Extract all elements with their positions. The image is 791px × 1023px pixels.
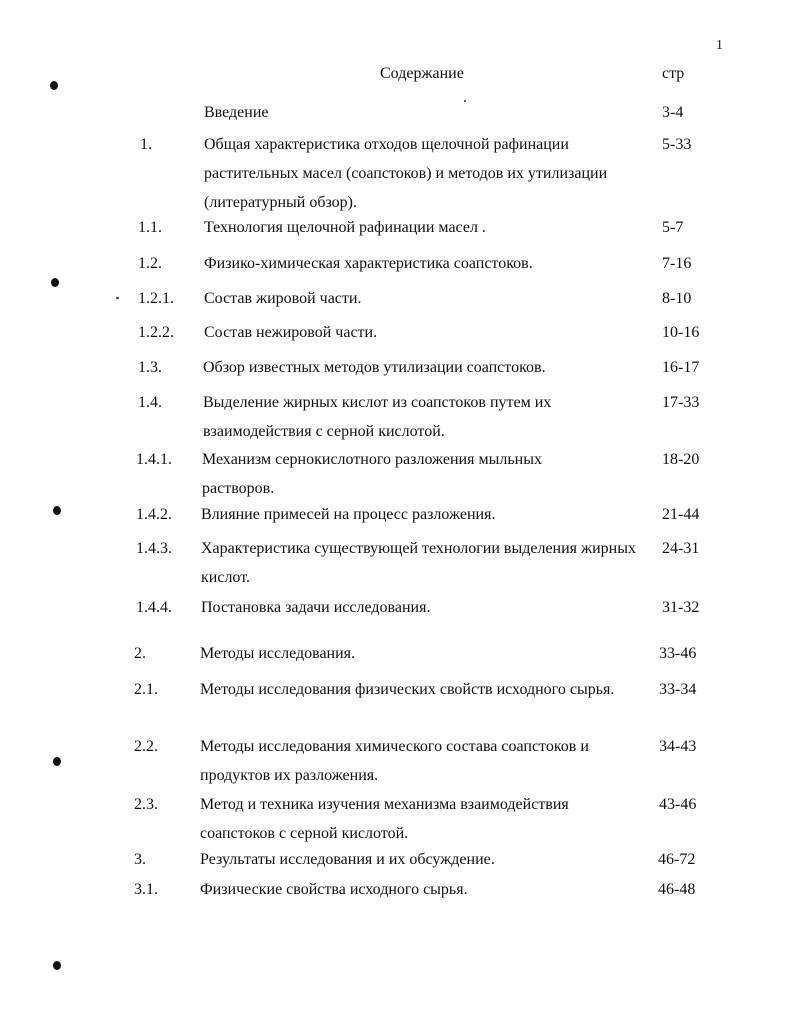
toc-entry-pages: 46-48 — [658, 881, 696, 898]
toc-entry-pages: 10-16 — [662, 324, 700, 341]
toc-entry-number: 2.2. — [134, 738, 158, 755]
toc-entry-number: 3. — [134, 851, 146, 868]
toc-entry-pages: 34-43 — [659, 738, 697, 755]
toc-entry-title: Обзор известных методов утилизации соапстоков. — [203, 359, 546, 376]
punch-mark — [50, 81, 58, 90]
toc-entry-number: 1.2.2. — [138, 324, 174, 341]
toc-entry-title: Постановка задачи исследования. — [201, 599, 431, 616]
toc-entry-number: 1.4.3. — [136, 540, 172, 557]
toc-entry-title: Физические свойства исходного сырья. — [200, 881, 468, 898]
toc-entry-pages: 43-46 — [659, 796, 697, 813]
punch-mark — [53, 757, 61, 766]
scan-speck — [464, 100, 466, 102]
toc-entry-number: 1.4.2. — [136, 506, 172, 523]
toc-entry-number: 1.4.1. — [136, 451, 172, 468]
toc-entry-number: 1.3. — [138, 359, 162, 376]
page-number: 1 — [716, 38, 723, 53]
toc-entry-pages: 3-4 — [662, 104, 684, 121]
punch-mark — [51, 278, 59, 287]
toc-entry-number: 1.1. — [138, 219, 162, 236]
toc-entry-title: Выделение жирных кислот из соапстоков путем их взаимодействия с серной кислотой. — [203, 394, 552, 440]
toc-entry-pages: 24-31 — [662, 540, 700, 557]
toc-entry-title: Результаты исследования и их обсуждение. — [200, 851, 495, 868]
toc-entry-pages: 33-34 — [659, 681, 697, 698]
toc-entry-title: Введение — [204, 104, 269, 121]
toc-entry-pages: 7-16 — [662, 255, 692, 272]
toc-entry-title: Состав нежировой части. — [204, 324, 378, 341]
toc-entry-pages: 5-33 — [662, 136, 692, 153]
scan-speck — [116, 297, 119, 299]
toc-title: Содержание — [380, 65, 464, 82]
toc-entry-number: 3.1. — [134, 881, 158, 898]
toc-entry-pages: 31-32 — [662, 599, 700, 616]
toc-entry-title: Механизм сернокислотного разложения мыльных растворов. — [202, 451, 542, 497]
toc-entry-title: Состав жировой части. — [204, 290, 362, 307]
toc-entry-pages: 17-33 — [662, 394, 700, 411]
toc-entry-number: 1.2. — [138, 255, 162, 272]
toc-entry-pages: 5-7 — [662, 219, 684, 236]
toc-entry-title: Общая характеристика отходов щелочной рафинации растительных масел (соапстоков) и методов их утилизации (литературный обзор). — [204, 136, 608, 211]
toc-entry-number: 1.4. — [138, 394, 162, 411]
toc-entry-pages: 16-17 — [662, 359, 700, 376]
punch-mark — [53, 961, 61, 970]
toc-entry-title: Технология щелочной рафинации масел . — [204, 219, 486, 236]
toc-entry-title: Влияние примесей на процесс разложения. — [201, 506, 496, 523]
toc-entry-number: 1.4.4. — [136, 599, 172, 616]
toc-entry-title: Методы исследования. — [200, 645, 356, 662]
toc-entry-number: 1.2.1. — [138, 290, 174, 307]
toc-pages-header: стр — [662, 65, 685, 82]
toc-entry-title: Физико-химическая характеристика соапстоков. — [204, 255, 533, 272]
toc-entry-title: Характеристика существующей технологии выделения жирных кислот. — [201, 540, 636, 586]
toc-entry-pages: 46-72 — [658, 851, 696, 868]
toc-entry-pages: 33-46 — [659, 645, 697, 662]
toc-entry-title: Методы исследования химического состава соапстоков и продуктов их разложения. — [200, 738, 589, 784]
toc-entry-number: 2.1. — [134, 681, 158, 698]
punch-mark — [53, 506, 61, 515]
toc-entry-title: Метод и техника изучения механизма взаимодействия соапстоков с серной кислотой. — [200, 796, 569, 842]
toc-entry-pages: 8-10 — [662, 290, 692, 307]
toc-entry-pages: 18-20 — [662, 451, 700, 468]
toc-entry-pages: 21-44 — [662, 506, 700, 523]
toc-entry-number: 2. — [134, 645, 146, 662]
toc-entry-title: Методы исследования физических свойств исходного сырья. — [200, 681, 615, 698]
toc-entry-number: 2.3. — [134, 796, 158, 813]
toc-entry-number: 1. — [140, 136, 152, 153]
